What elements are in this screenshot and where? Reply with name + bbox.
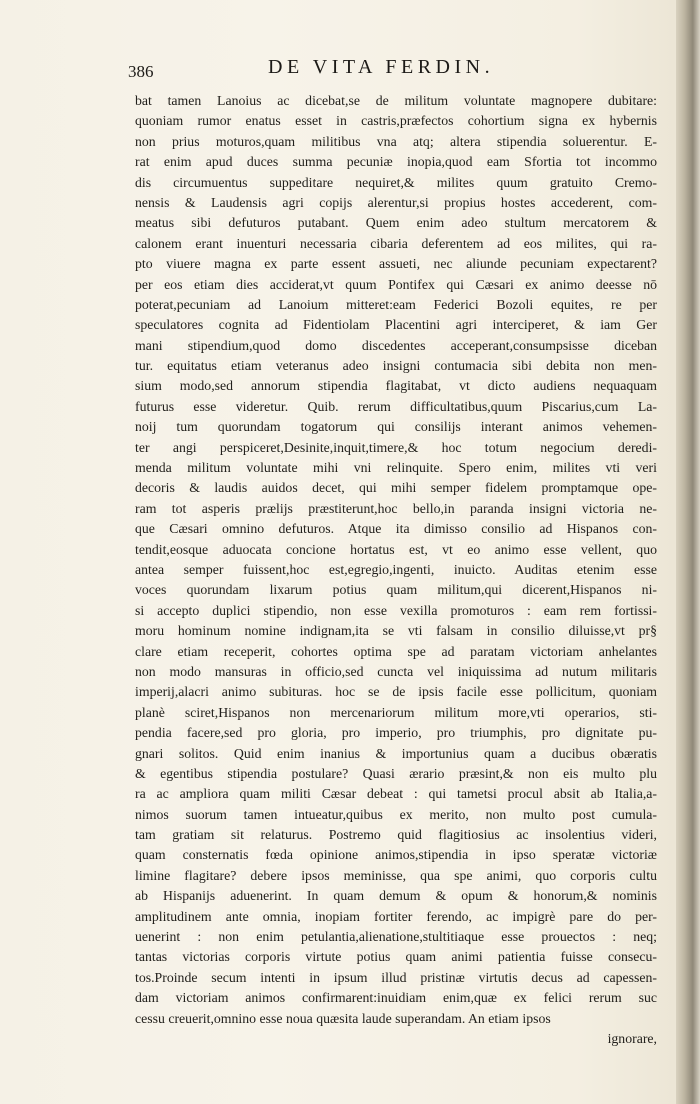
text-line: calonem erant inuenturi necessaria cibaria deferentem ad eos milites, qui ra-	[135, 235, 657, 251]
text-line: pto viuere magna ex parte essent assueti, nec aliunde pecuniam expectarent?	[135, 256, 657, 272]
page-edge-shadow	[676, 0, 700, 1104]
text-line: planè sciret,Hispanos non mercenariorum militum more,vti operarios, sti-	[135, 704, 657, 720]
text-line: nensis & Laudensis agri copijs alerentur,si propius hostes accederent, com-	[135, 194, 657, 210]
text-line: gnari solitos. Quid enim inanius & importunius quam a ducibus obæratis	[135, 745, 657, 761]
text-line: tam gratiam sit relaturus. Postremo quid flagitiosius ac insolentius videri,	[135, 827, 657, 843]
text-line: ter angi perspiceret,Desinite,inquit,timere,& hoc totum negocium deredi-	[135, 439, 657, 455]
text-line: nimos suorum tamen intueatur,quibus ex merito, non multo post cumula-	[135, 806, 657, 822]
text-line: amplitudinem ante omnia, inopiam fortiter ferendo, ac impigrè pare do per-	[135, 908, 657, 924]
text-line: meatus sibi defuturos putabant. Quem enim adeo stultum mercatorem &	[135, 215, 657, 231]
text-line: tantas victorias corporis virtute potius quam animi patientia fuisse consecu-	[135, 949, 657, 965]
text-line: per eos etiam dies acciderat,vt quum Pontifex qui Cæsari ex animo deesse nō	[135, 276, 657, 292]
text-line: que Cæsari omnino defuturos. Atque ita dimisso consilio ad Hispanos con-	[135, 521, 657, 537]
text-line: ra ac ampliora quam militi Cæsar debeat : qui tametsi procul absit ab Italia,a-	[135, 786, 657, 802]
text-line: limine flagitare? debere ipsos meminisse, qua spe animi, quo corporis cultu	[135, 867, 657, 883]
text-line: rat enim apud duces summa pecuniæ inopia,quod eam Sfortia tot incommo	[135, 154, 657, 170]
text-line: tur. equitatus etiam veteranus adeo insigni contumacia sibi debita non men-	[135, 358, 657, 374]
text-line: quam consternatis fœda opinione animos,stipendia in ipso speratæ victoriæ	[135, 847, 657, 863]
running-head: DE VITA FERDIN.	[268, 56, 495, 78]
page-header	[128, 52, 568, 86]
text-line: voces quorundam lixarum potius quam militum,qui dicerent,Hispanos ni-	[135, 582, 657, 598]
text-line: imperij,alacri animo subituras. hoc se de ipsis facile esse pollicitum, quoniam	[135, 684, 657, 700]
text-line: ab Hispanijs aduenerint. In quam demum & opum & honorum,& nominis	[135, 888, 657, 904]
catchword: ignorare,	[607, 1030, 657, 1046]
text-line: tos.Proinde secum intenti in ipsum illud pristinæ virtutis decus ad capessen-	[135, 969, 657, 985]
text-line: quoniam rumor enatus esset in castris,præfectos cohortium signa ex hybernis	[135, 113, 657, 129]
text-line: bat tamen Lanoius ac dicebat,se de militum voluntate magnopere dubitare:	[135, 93, 657, 108]
text-line: mani stipendium,quod domo discedentes acceperant,consumpsisse diceban	[135, 337, 657, 353]
text-line: cessu creuerit,omnino esse noua quæsita laude superandam. An etiam ipsos	[135, 1010, 551, 1026]
text-line: sium modo,sed annorum stipendia flagitabat, vt dicto audiens nequaquam	[135, 378, 657, 394]
text-line: noij tum quorundam togatorum qui consilijs interant animos vehemen-	[135, 419, 657, 435]
text-line: menda militum voluntate mihi vni relinquite. Spero enim, milites vti veri	[135, 460, 657, 476]
text-line: & egentibus stipendia postulare? Quasi ærario præsint,& non eis multo plu	[135, 765, 657, 781]
text-line: pendia facere,sed pro gloria, pro imperio, pro triumphis, pro dignitate pu-	[135, 725, 657, 741]
bleed-through-text	[560, 58, 660, 88]
text-line: ram tot asperis prælijs præstiterunt,hoc bello,in paranda insigni victoria ne-	[135, 500, 657, 516]
text-line: decoris & laudis auidos decet, qui mihi semper fidelem promptamque ope-	[135, 480, 657, 496]
text-line: clare etiam receperit, cohortes optima spe ad paratam victoriam anhelantes	[135, 643, 657, 659]
text-line: uenerint : non enim petulantia,alienatione,stultitiaque esse prouectos : neq;	[135, 929, 657, 945]
text-line: futurus esse videretur. Quib. rerum difficultatibus,quum Piscarius,cum La-	[135, 398, 657, 414]
text-line: antea semper fuissent,hoc est,egregio,ingenti, inuicto. Auditas etenim esse	[135, 561, 657, 577]
text-line: dam victoriam animos confirmarent:inuidiam enim,quæ ex felici rerum suc	[135, 990, 657, 1006]
text-line: moru hominum nomine indignam,ita se vti falsam in consilio diluisse,vt pr§	[135, 623, 657, 639]
main-text-block	[135, 91, 657, 1049]
text-line: non prius moturos,quam militibus vna atq; altera stipendia soluerentur. E-	[135, 133, 657, 149]
text-line: poterat,pecuniam ad Lanoium mitteret:eam Federici Bozoli equites, re per	[135, 296, 657, 312]
text-line: si accepto duplici stipendio, non esse vexilla promoturos : eam rem fortissi-	[135, 602, 657, 618]
text-line: speculatores cognita ad Fidentiolam Placentini agri interciperet, & iam Ger	[135, 317, 657, 333]
text-line: non modo mansuras in officio,sed cuncta vel iniquissima ad nutum militaris	[135, 663, 657, 679]
text-line: tendit,eosque aduocata concione hortatus est, vt eo animo esse vellent, quo	[135, 541, 657, 557]
text-line: dis circumuentus suppeditare nequiret,& milites quum gratuito Cremo-	[135, 174, 657, 190]
page-number: 386	[128, 62, 154, 81]
